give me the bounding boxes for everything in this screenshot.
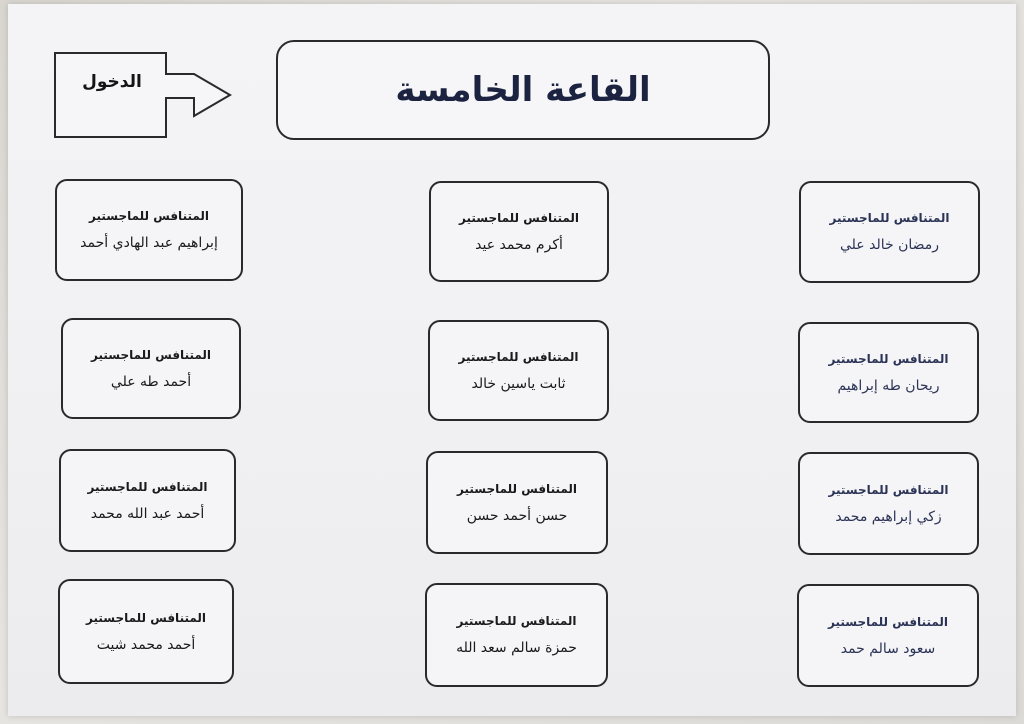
entrance-arrow-icon xyxy=(54,52,234,138)
seat-card xyxy=(429,181,609,282)
seat-card xyxy=(426,451,608,554)
competitor-name: أحمد محمد شيت xyxy=(96,636,196,653)
competitor-name: ثابت ياسين خالد xyxy=(471,375,566,392)
hall-title-box xyxy=(276,40,770,140)
competitor-name: أحمد طه علي xyxy=(110,373,192,390)
seat-card xyxy=(799,181,980,283)
seat-card xyxy=(58,579,234,684)
competitor-name: سعود سالم حمد xyxy=(840,640,936,657)
seat-role-label: المتنافس للماجستير xyxy=(90,347,212,362)
competitor-name: رمضان خالد علي xyxy=(839,237,940,253)
entrance-label: الدخول xyxy=(82,72,142,92)
seat-role-label: المتنافس للماجستير xyxy=(458,349,579,364)
hall-title: القاعة الخامسة xyxy=(395,70,651,110)
seat-card xyxy=(425,583,608,687)
competitor-name: حسن أحمد حسن xyxy=(466,507,568,524)
competitor-name: حمزة سالم سعد الله xyxy=(456,640,577,656)
seat-role-label: المتنافس للماجستير xyxy=(85,610,207,625)
seat-role-label: المتنافس للماجستير xyxy=(829,211,950,225)
seat-role-label: المتنافس للماجستير xyxy=(88,209,210,223)
seat-role-label: المتنافس للماجستير xyxy=(456,481,578,496)
seat-card xyxy=(798,322,979,423)
seat-role-label: المتنافس للماجستير xyxy=(828,482,949,497)
seat-card xyxy=(798,452,979,555)
seat-card xyxy=(55,179,243,281)
seat-card xyxy=(797,584,979,687)
seat-card xyxy=(428,320,609,421)
seat-card xyxy=(59,449,236,552)
seat-role-label: المتنافس للماجستير xyxy=(456,614,577,628)
seat-card xyxy=(61,318,241,419)
competitor-name: زكي إبراهيم محمد xyxy=(835,508,942,525)
seat-role-label: المتنافس للماجستير xyxy=(828,351,949,366)
competitor-name: أحمد عبد الله محمد xyxy=(90,505,205,522)
seat-role-label: المتنافس للماجستير xyxy=(827,614,949,629)
seat-role-label: المتنافس للماجستير xyxy=(458,210,580,225)
competitor-name: إبراهيم عبد الهادي أحمد xyxy=(80,235,218,251)
seat-role-label: المتنافس للماجستير xyxy=(87,479,208,494)
competitor-name: أكرم محمد عيد xyxy=(475,236,563,253)
competitor-name: ريحان طه إبراهيم xyxy=(837,377,940,394)
